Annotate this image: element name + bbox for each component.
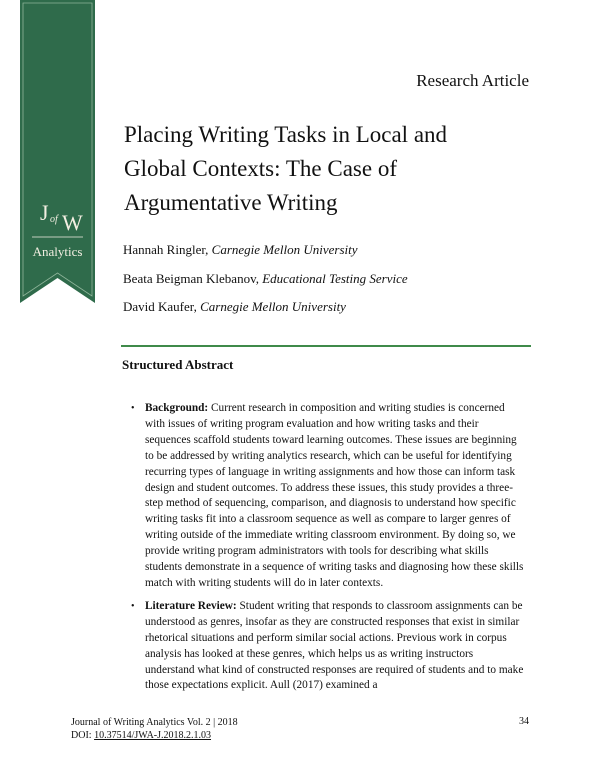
author-name: Hannah Ringler, [123,242,212,257]
article-type: Research Article [416,71,529,90]
page-number: 34 [519,716,529,727]
abstract-item-background [131,401,525,592]
title-line: Global Contexts: The Case of [124,156,397,181]
author-name: Beata Beigman Klebanov, [123,271,263,286]
abstract-heading: Structured Abstract [122,357,234,372]
author-affiliation: Carnegie Mellon University [211,242,358,257]
bullet-icon: • [131,403,135,414]
author-name: David Kaufer, [123,299,201,314]
author-line [123,271,408,287]
title-line: Placing Writing Tasks in Local and [124,122,448,147]
bullet-icon: • [131,600,135,612]
author-line [123,242,358,258]
logo-letter-j: J [40,200,49,225]
paper-title [124,118,544,220]
abstract-item-literature-review [131,599,525,694]
doi-link[interactable]: 10.37514/JWA-J.2018.2.1.03 [94,730,212,741]
abstract-item-label: Background: [145,402,209,414]
logo-letter-of: of [50,214,58,225]
logo-word-analytics: Analytics [32,244,83,259]
logo-letter-w: W [62,210,83,235]
journal-logo-banner [20,0,95,303]
author-affiliation: Educational Testing Service [262,271,408,286]
page-footer [71,716,238,742]
doi-prefix: DOI: [71,730,95,741]
section-divider [121,345,531,347]
title-line: Argumentative Writing [124,190,338,215]
author-line [123,299,346,315]
abstract-list [131,401,525,701]
footer-doi [71,729,238,742]
author-affiliation: Carnegie Mellon University [200,299,346,314]
footer-journal: Journal of Writing Analytics Vol. 2 | 2018 [71,717,238,728]
abstract-item-label: Literature Review: [145,599,237,612]
abstract-item-text: Current research in composition and writing studies is concerned with issues of writing program evaluation and how writing tasks and their sequences scaffold students toward learning outcomes. These issues are beginning to be addressed by writing analytics research, which can be useful for identifying recurring types of language in writing assignments and how those can inform task design and student outcomes. To address these issues, this study provides a three-step method of sequencing, comparison, and diagnosis to understand how specific writing tasks fit into a classroom sequence as well as compare to larger genres of writing outside of the immediate writing classroom environment. By doing so, we provide writing program administrators with tools for describing what skills students demonstrate in a sequence of writing tasks and diagnosing how these skills match with writing students will do in later contexts. [145,402,524,589]
abstract-item-text: Student writing that responds to classroom assignments can be understood as genres, insofar as they are constructed responses that exist in similar rhetorical situations and perform similar social actions. Previous work in corpus analysis has looked at these genres, which helps us as writing instructors understand what kind of constructed responses are required of students and to make those expectations explicit. Aull (2017) examined a [145,599,524,692]
